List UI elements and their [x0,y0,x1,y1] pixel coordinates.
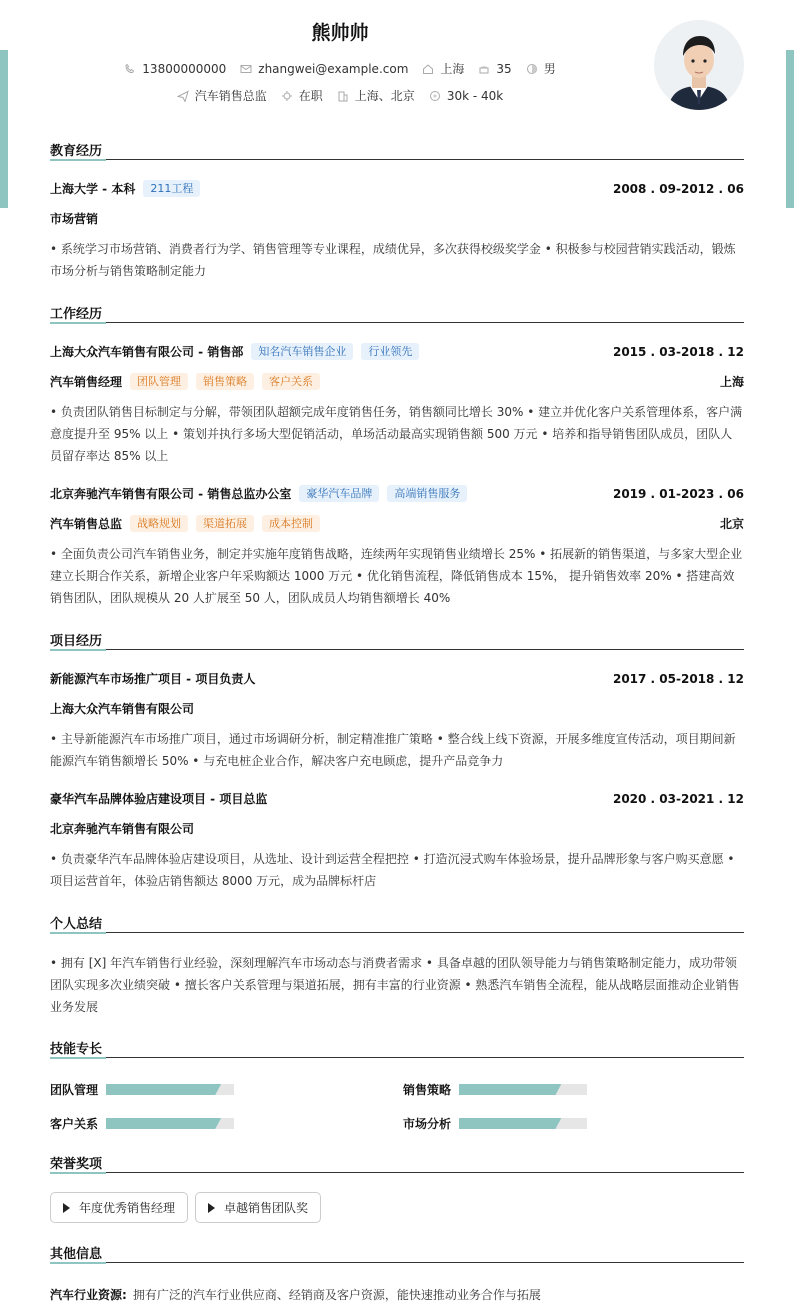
section-title-work: 工作经历 [50,303,744,323]
section-title-other: 其他信息 [50,1243,744,1263]
project-company-row [50,700,744,717]
education-period: 2008 . 09-2012 . 06 [612,181,744,196]
skill-bar [106,1118,234,1129]
skill-tag: 战略规划 [130,515,188,532]
email-item [240,62,408,76]
job-city: 上海 [719,375,744,389]
project-company: 上海大众汽车销售有限公司 [50,702,195,716]
email-text: zhangwei@example.com [258,61,409,76]
avatar [654,20,744,110]
position-text: 汽车销售总监 [194,89,267,103]
skill-name: 客户关系 [50,1117,99,1131]
skill-tag: 团队管理 [130,373,188,390]
major-row [50,210,744,227]
building-icon [337,90,349,102]
other-info-text: 拥有广泛的汽车行业供应商、经销商及客户资源，能快速推动业务合作与拓展 [132,1288,541,1302]
skill-item [403,1115,587,1132]
section-title-projects: 项目经历 [50,630,744,650]
job-role: 汽车销售经理 [50,375,123,389]
honors-section [50,1153,744,1173]
company-tag: 高端销售服务 [387,485,467,502]
phone-item [124,62,226,76]
status-icon [281,90,293,102]
age-text: 35 [496,61,512,76]
section-title-skills: 技能专长 [50,1038,744,1058]
summary-section [50,913,744,933]
project-company-row [50,820,744,837]
skill-tag: 成本控制 [262,515,320,532]
other-info-label: 汽车行业资源: [50,1288,127,1302]
project-desc: • 主导新能源汽车市场推广项目，通过市场调研分析，制定精准推广策略 • 整合线上线下资源，开展多维度宣传活动，项目期间新能源汽车销售额增长 50% • 与充电桩企业合作，解决客户充电顾虑，提升产品竞争力 [50,732,736,768]
home-icon [422,63,434,75]
target-city-text: 上海、北京 [354,89,415,103]
phone-icon [124,63,136,75]
salary-item [429,89,503,103]
skill-name: 团队管理 [50,1083,99,1097]
job-header-row [50,485,744,502]
other-section [50,1243,744,1263]
work-section [50,303,744,323]
skill-item [403,1081,587,1098]
status-text: 在职 [298,89,323,103]
skill-tag: 渠道拓展 [196,515,254,532]
gender-item [526,60,556,77]
award-chip [195,1192,321,1223]
job-desc: • 全面负责公司汽车销售业务，制定并实施年度销售战略，连续两年实现销售业绩增长 25% • 拓展新的销售渠道，与多家大型企业建立长期合作关系，新增企业客户年采购额达 1000 万元 • 优化销售流程，降低销售成本 15%， 提升销售效率 20% • 搭建高效销售团队，团队规模从 20 人扩展至 50 人，团队成员人均销售额增长 40% [50,547,743,605]
job-role-row [50,373,744,390]
money-icon [429,90,441,102]
skill-item [50,1081,234,1098]
major-name: 市场营销 [50,212,99,226]
candidate-name: 熊帅帅 [311,22,369,44]
section-title-education: 教育经历 [50,140,744,160]
company-name: 上海大众汽车销售有限公司 - 销售部 [50,345,244,359]
triangle-icon [63,1203,70,1213]
education-desc: • 系统学习市场营销、消费者行为学、销售管理等专业课程，成绩优异，多次获得校级奖学金 • 积极参与校园营销实践活动，锻炼市场分析与销售策略制定能力 [50,242,736,278]
skill-tag: 客户关系 [262,373,320,390]
other-info-row [50,1286,744,1303]
company-tag: 知名汽车销售企业 [251,343,353,360]
phone-text: 13800000000 [142,61,227,76]
status-item [281,87,323,104]
award-label: 年度优秀销售经理 [79,1201,176,1215]
project-name: 新能源汽车市场推广项目 - 项目负责人 [50,672,256,686]
skill-bar-fill [106,1084,221,1095]
job-intent-row [0,87,680,104]
skills-section [50,1038,744,1058]
job-header-row [50,343,744,360]
education-section [50,140,744,160]
job-role: 汽车销售总监 [50,517,123,531]
gender-text: 男 [543,62,556,76]
age-icon [478,63,490,75]
project-desc: • 负责豪华汽车品牌体验店建设项目，从选址、设计到运营全程把控 • 打造沉浸式购车体验场景，提升品牌形象与客户购买意愿 • 项目运营首年，体验店销售额达 8000 万元，成为品牌标杆店 [50,852,735,888]
project-name: 豪华汽车品牌体验店建设项目 - 项目总监 [50,792,268,806]
job-period: 2019 . 01-2023 . 06 [612,486,744,501]
plane-icon [177,90,189,102]
gender-icon [526,63,538,75]
position-item [177,87,267,104]
company-name: 北京奔驰汽车销售有限公司 - 销售总监办公室 [50,487,292,501]
contact-row [0,60,680,77]
skill-bar-fill [106,1118,221,1129]
projects-section [50,630,744,650]
company-tag: 行业领先 [361,343,419,360]
skill-tag: 销售策略 [196,373,254,390]
project-period: 2017 . 05-2018 . 12 [612,671,744,686]
job-period: 2015 . 03-2018 . 12 [612,344,744,359]
award-chip [50,1192,188,1223]
city-item [422,60,464,77]
job-city: 北京 [719,517,744,531]
skill-name: 市场分析 [403,1117,452,1131]
award-label: 卓越销售团队奖 [224,1201,309,1215]
skill-bar [459,1084,587,1095]
summary-desc: • 拥有 [X] 年汽车销售行业经验，深刻理解汽车市场动态与消费者需求 • 具备卓越的团队领导能力与销售策略制定能力，成功带领团队实现多次业绩突破 • 擅长客户关系管理与渠道拓展，拥有丰富的行业资源 • 熟悉汽车销售全流程，能从战略层面推动企业销售业务发展 [50,956,740,1014]
school-name: 上海大学 - 本科 [50,182,136,196]
project-period: 2020 . 03-2021 . 12 [612,791,744,806]
job-role-row [50,515,744,532]
skill-bar-fill [459,1084,561,1095]
salary-text: 30k - 40k [446,88,504,103]
job-desc: • 负责团队销售目标制定与分解，带领团队超额完成年度销售任务，销售额同比增长 30% • 建立并优化客户关系管理体系，客户满意度提升至 95% 以上 • 策划并执行多场大型促销活动，单场活动最高实现销售额 500 万元 • 培养和指导销售团队成员，团队人员留存率达 85% 以上 [50,405,743,463]
education-header-row [50,180,744,197]
city-text: 上海 [440,62,465,76]
mail-icon [240,63,252,75]
skill-bar-fill [459,1118,561,1129]
project-company: 北京奔驰汽车销售有限公司 [50,822,195,836]
section-title-summary: 个人总结 [50,913,744,933]
skill-name: 销售策略 [403,1083,452,1097]
skill-item [50,1115,234,1132]
company-tag: 豪华汽车品牌 [299,485,379,502]
age-item [478,62,511,76]
resume-header [0,0,794,125]
skill-bar [106,1084,234,1095]
section-title-honors: 荣誉奖项 [50,1153,744,1173]
triangle-icon [208,1203,215,1213]
project-header-row [50,790,744,807]
target-city-item [337,87,415,104]
school-tag: 211工程 [143,180,200,197]
skill-bar [459,1118,587,1129]
project-header-row [50,670,744,687]
